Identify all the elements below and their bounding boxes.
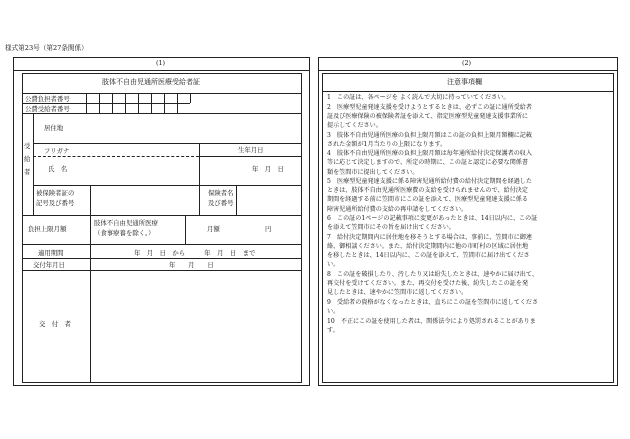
note-item bbox=[327, 233, 612, 269]
digit-box-divider bbox=[86, 103, 87, 113]
note-line: 絡、御相談ください。また、給付決定期間内に他の市町村の区域に居住地 bbox=[327, 243, 529, 251]
digit-box-divider bbox=[99, 93, 100, 103]
note-line: い。 bbox=[327, 261, 340, 269]
left-page-number: (1) bbox=[156, 59, 166, 67]
note-line: 1 この証は、各ページを よく読んで大切に持っていてください。 bbox=[327, 94, 510, 101]
note-item bbox=[327, 214, 612, 232]
digit-box-divider bbox=[164, 103, 165, 113]
period-label: 適用期間 bbox=[38, 249, 64, 257]
digit-box-divider bbox=[164, 93, 165, 103]
note-line: 提示してください。 bbox=[327, 121, 382, 129]
digit-box-divider bbox=[99, 103, 100, 113]
certificate-title: 肢体不自由児通所医療受給者証 bbox=[102, 78, 200, 86]
name-label: 氏 名 bbox=[48, 165, 68, 173]
furigana-label: フリガナ bbox=[44, 147, 70, 155]
note-line: す。 bbox=[327, 326, 339, 334]
digit-box-divider bbox=[125, 93, 126, 103]
note-line: を移したときは、14日以内に、この証を添えて、笠間市に届け出てくださ bbox=[327, 252, 530, 260]
note-line: 再交付を受けてください。また、再交付を受けた後、紛失したこの証を発 bbox=[327, 280, 529, 288]
note-item bbox=[327, 103, 612, 130]
digit-box-divider bbox=[190, 93, 191, 103]
issuer-label: 交 付 者 bbox=[39, 320, 71, 328]
note-line: 8 この証を破損したり、汚したり又は紛失したときは、速やかに届け出て、 bbox=[327, 270, 538, 278]
limit-desc-2: （食事療養を除く。） bbox=[94, 229, 155, 237]
note-line: された金額が1月当たりの上限になります。 bbox=[327, 140, 447, 148]
period-value: 年 月 日 から 年 月 日 まで bbox=[134, 249, 256, 257]
note-item bbox=[327, 177, 612, 213]
notes-list bbox=[327, 93, 612, 335]
digit-box-divider bbox=[177, 103, 178, 113]
limit-label: 負担上限月額 bbox=[28, 225, 67, 233]
digit-box-divider bbox=[151, 93, 152, 103]
digit-box-divider bbox=[112, 93, 113, 103]
note-line: 見したときは、速やかに笠間市に返してください。 bbox=[327, 289, 468, 297]
note-line: 証及び医療保険の被保険者証を添えて、指定医療型児童発達支援事業所に bbox=[327, 112, 528, 120]
note-item bbox=[327, 270, 612, 297]
note-line: 等に応じて決定しますので、所定の時期に、この証と認定に必要な関係書 bbox=[327, 159, 528, 167]
insured-card-label-1: 被保険者証の bbox=[36, 189, 75, 197]
note-line: 6 この証の1ページの記載事項に変更があったときは、14日以内に、この証 bbox=[327, 215, 538, 223]
note-item bbox=[327, 149, 612, 176]
birth-date-label: 生年月日 bbox=[238, 146, 264, 154]
issued-date-label: 交付年月日 bbox=[33, 261, 65, 269]
digit-box-divider bbox=[177, 93, 178, 103]
note-line: を添えて笠間市にその旨を届け出てください。 bbox=[327, 224, 455, 232]
insurer-label-2: 及び番号 bbox=[208, 199, 234, 207]
note-line: 10 不正にこの証を使用した者は、関係法令により処罰されることがありま bbox=[327, 317, 536, 325]
digit-box-divider bbox=[138, 93, 139, 103]
address-label: 居住地 bbox=[44, 124, 64, 132]
yen-label: 円 bbox=[265, 225, 272, 233]
note-line: い。 bbox=[327, 307, 340, 315]
note-line: ときは、肢体不自由児通所医療費の支給を受けられませんので、給付決定 bbox=[327, 187, 528, 195]
digit-box-divider bbox=[112, 103, 113, 113]
note-item bbox=[327, 93, 612, 102]
note-line: 3 肢体不自由児通所医療の負担上限月額はこの証の負担上限月額欄に記載 bbox=[327, 131, 532, 139]
notes-title: 注意事項欄 bbox=[447, 78, 482, 86]
digit-box-divider bbox=[138, 103, 139, 113]
note-item bbox=[327, 298, 612, 316]
digit-box-divider bbox=[125, 103, 126, 113]
digit-box-divider bbox=[151, 103, 152, 113]
monthly-label: 月額 bbox=[207, 225, 220, 233]
limit-desc-1: 肢体不自由児通所医療 bbox=[94, 219, 158, 227]
note-line: 7 給付決定期間内に居住地を移そうとする場合は、事前に、笠間市に御連 bbox=[327, 233, 532, 241]
form-label: 様式第23号（第27条関係） bbox=[5, 44, 88, 52]
birth-date-value: 年 月 日 bbox=[252, 165, 284, 173]
note-line: 4 肢体不自由児通所医療の負担上限月額は毎年通所給付決定保護者の収入 bbox=[327, 150, 532, 158]
digit-box-divider bbox=[86, 93, 87, 103]
note-line: 類を笠間市に提出してください。 bbox=[327, 168, 419, 176]
right-page-number: (2) bbox=[462, 59, 472, 67]
recipient-label: 受給者 bbox=[24, 142, 31, 176]
issued-date-value: 年 月 日 bbox=[169, 261, 214, 269]
public-payer-number-label: 公費負担者番号 bbox=[25, 95, 70, 103]
note-line: 5 医療型児童発達支援に係る障害児通所給付費の給付決定期間を経過した bbox=[327, 178, 532, 186]
note-item bbox=[327, 131, 612, 149]
note-line: 9 受給者の資格がなくなったときは、直ちにこの証を笠間市に返してくださ bbox=[327, 298, 539, 306]
note-line: 2 医療型児童発達支援を受けようとするときは、必ずこの証に通所受給者 bbox=[327, 103, 532, 111]
note-line: 障害児通所給付費の支給の再申請をしてください。 bbox=[327, 205, 468, 213]
insurer-label-1: 保険者名 bbox=[208, 189, 234, 197]
public-recipient-number-label: 公費受給者番号 bbox=[25, 105, 70, 113]
insured-card-label-2: 記号及び番号 bbox=[36, 199, 75, 207]
note-item bbox=[327, 317, 612, 335]
note-line: 期間を経過する前に笠間市にこの証を添えて、医療型児童発達支援に係る bbox=[327, 196, 528, 204]
